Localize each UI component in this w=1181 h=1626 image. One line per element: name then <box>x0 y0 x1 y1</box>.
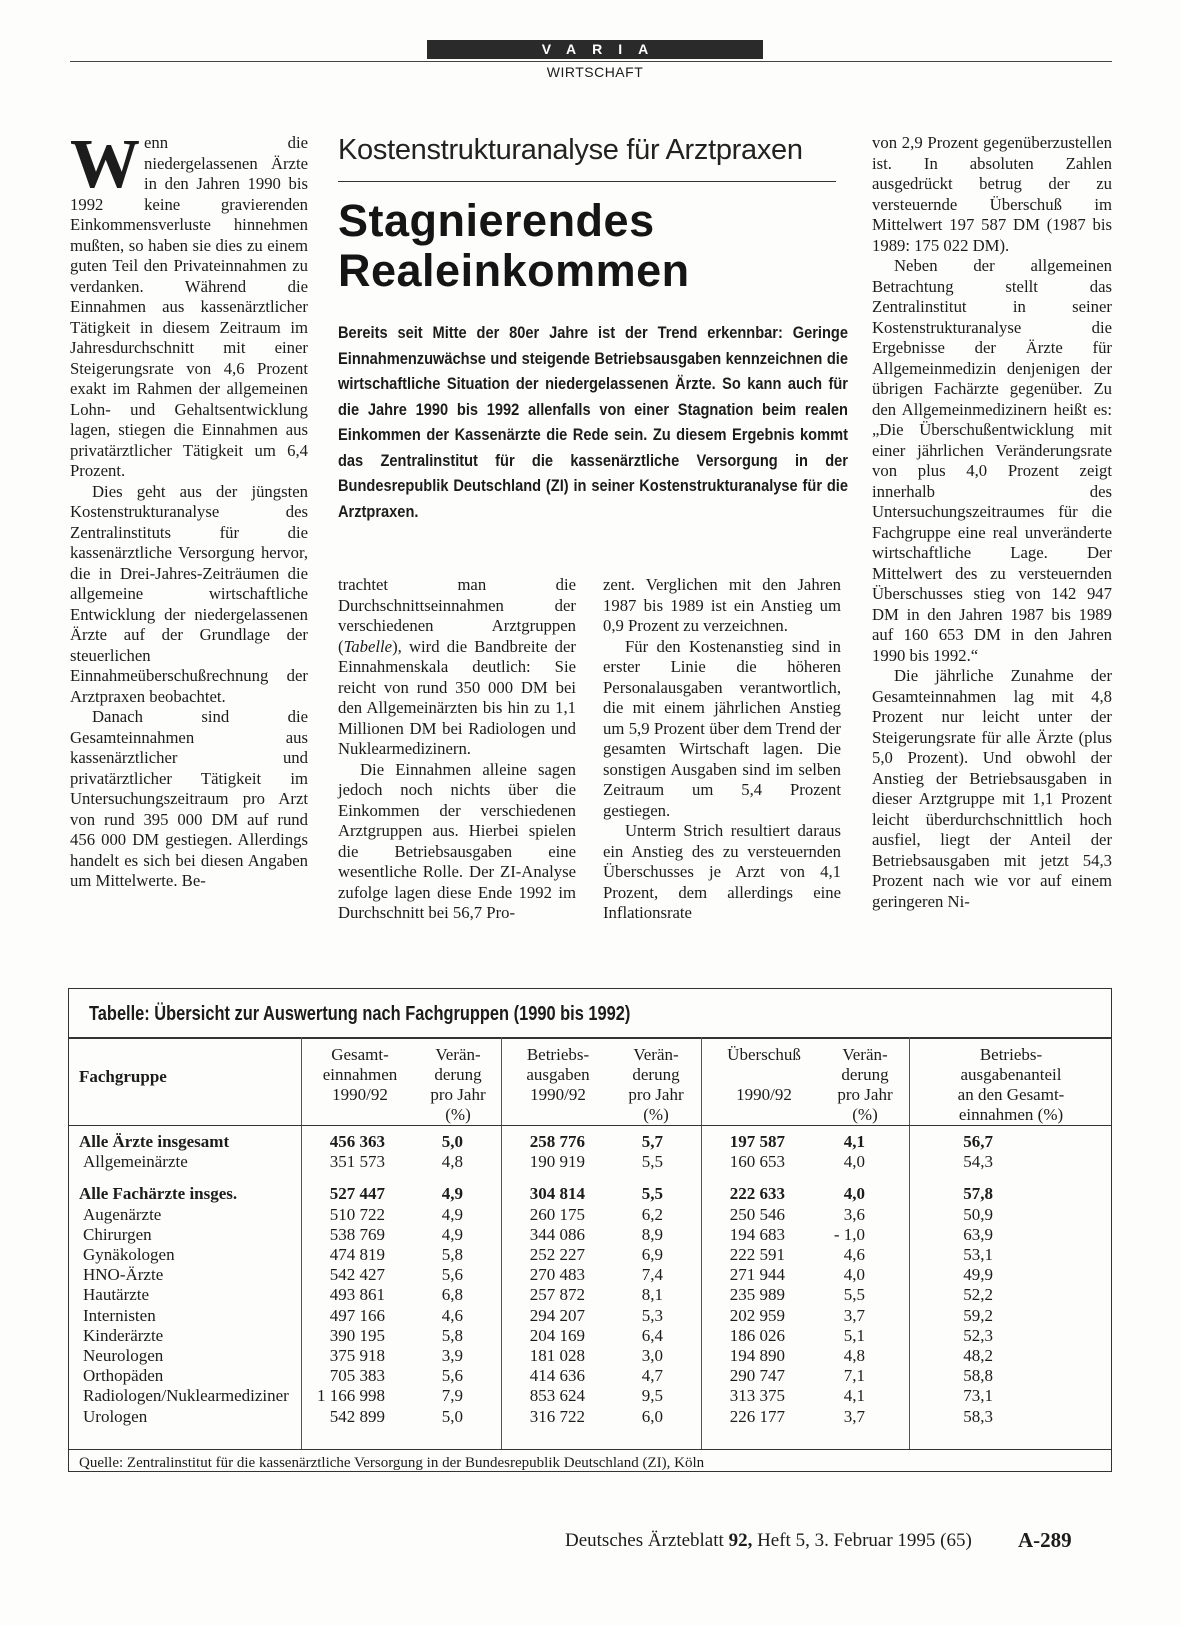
header-line: ausgabenanteil <box>960 1065 1062 1084</box>
table-cell: 7,9 <box>441 1386 463 1406</box>
table-cell: 186 026 <box>729 1325 785 1345</box>
header-line: pro Jahr <box>837 1085 893 1104</box>
table-cell: 250 546 <box>729 1204 785 1224</box>
header-line: 1990/92 <box>332 1085 388 1104</box>
row-label: Urologen <box>83 1406 148 1426</box>
table-cell: 50,9 <box>963 1204 993 1224</box>
table-rule <box>69 1037 1111 1039</box>
table-cell: 5,0 <box>441 1406 463 1426</box>
table-row <box>79 1225 1017 1245</box>
paragraph: trachtet man die Durchschnittseinnahmen der verschiedenen Arztgruppen (Tabelle), wird die Bandbreite der Einnahmenskala deutlich: Sie reicht von rund 350 000 DM bei den Allgemeinärzten bis hin zu 1,1 Millionen DM bei Radiologen und Nuklearmedizinern. <box>338 575 576 758</box>
table-cell: 5,7 <box>641 1132 663 1151</box>
table-cell: 3,9 <box>441 1346 463 1366</box>
header-line: (%) <box>852 1105 878 1124</box>
table-cell: 5,8 <box>441 1325 463 1345</box>
table-cell: 4,8 <box>441 1152 463 1172</box>
row-label: Allgemeinärzte <box>83 1152 188 1172</box>
table-row <box>79 1285 1017 1305</box>
table-cell: 57,8 <box>963 1184 993 1204</box>
table-cell: 222 633 <box>729 1184 785 1204</box>
table-cell: 853 624 <box>529 1386 585 1406</box>
table-cell: 4,1 <box>843 1386 865 1406</box>
table-cell: 5,5 <box>843 1285 865 1305</box>
header-line: Betriebs- <box>979 1045 1043 1064</box>
table-cell: 497 166 <box>329 1305 385 1325</box>
header-line: pro Jahr <box>628 1085 684 1104</box>
table-cell: 194 890 <box>729 1346 785 1366</box>
header-veraenderung-1 <box>415 1045 501 1125</box>
header-line: derung <box>841 1065 889 1084</box>
table-cell: 3,7 <box>843 1305 865 1325</box>
article-column-2 <box>338 575 576 924</box>
header-line: Verän- <box>633 1045 679 1064</box>
table-cell: 4,6 <box>843 1245 865 1265</box>
table-cell: 52,3 <box>963 1325 993 1345</box>
table-cell: 4,9 <box>441 1224 463 1244</box>
table-cell: 4,0 <box>843 1152 865 1172</box>
table-cell: 271 944 <box>729 1265 785 1285</box>
table-cell: 5,8 <box>441 1245 463 1265</box>
header-line: (%) <box>643 1105 669 1124</box>
table-cell: 414 636 <box>529 1366 585 1386</box>
table-row <box>79 1346 1017 1366</box>
kicker-rule <box>338 181 836 182</box>
header-line: Betriebs- <box>526 1045 590 1064</box>
table-row <box>79 1386 1017 1406</box>
table-cell: 351 573 <box>329 1152 385 1172</box>
table-cell: 63,9 <box>963 1224 993 1244</box>
paragraph: Dies geht aus der jüngsten Kostenstrukturanalyse des Zentralinstituts für die kassenärztliche Versorgung hervor, die in Drei-Jahres-Zeiträumen die allgemeine wirtschaftliche Entwicklung der niedergelassenen Ärzte auf der Grundlage der steuerlichen Einnahmeüberschußrechnung der Arztpraxen beobachtet. <box>70 481 308 706</box>
table-cell: 226 177 <box>729 1406 785 1426</box>
table-cell: 344 086 <box>529 1224 585 1244</box>
table-cell: 6,2 <box>641 1204 663 1224</box>
table-cell: 59,2 <box>963 1305 993 1325</box>
table-row <box>79 1132 1017 1152</box>
header-gesamteinnahmen <box>305 1045 415 1105</box>
table-row <box>79 1366 1017 1386</box>
paragraph: von 2,9 Prozent gegenüberzustellen ist. In absoluten Zahlen ausgedrückt betrug der zu versteuernde Überschuß im Mittelwert 197 587 DM (1987 bis 1989: 175 022 DM). <box>872 133 1112 255</box>
table-cell: 8,9 <box>641 1224 663 1244</box>
table-cell: 7,1 <box>843 1366 865 1386</box>
table-cell: 5,6 <box>441 1366 463 1386</box>
page-footer: Deutsches Ärzteblatt 92, Heft 5, 3. Februar 1995 (65) <box>565 1530 972 1551</box>
table-cell: 5,6 <box>441 1265 463 1285</box>
section-label: VARIA <box>427 40 763 59</box>
article-kicker: Kostenstrukturanalyse für Arztpraxen <box>338 134 803 166</box>
header-betriebsausgaben <box>505 1045 611 1105</box>
paragraph: Unterm Strich resultiert daraus ein Anstieg des zu versteuernden Überschusses je Arzt von 4,1 Prozent, dem allerdings eine Inflationsrate <box>603 821 841 922</box>
table-cell: 54,3 <box>963 1152 993 1172</box>
header-line: Gesamt- <box>331 1045 389 1064</box>
paragraph: Die Einnahmen alleine sagen jedoch noch nichts über die Einkommen der verschiedenen Arztgruppen aus. Hierbei spielen die Betriebsausgaben eine wesentliche Rolle. Der ZI-Analyse zufolge lagen diese Ende 1992 im Durchschnitt bei 56,7 Pro- <box>338 759 576 922</box>
header-fachgruppe <box>79 1067 167 1087</box>
table-cell: 474 819 <box>329 1245 385 1265</box>
table-row <box>79 1245 1017 1265</box>
header-veraenderung-2 <box>611 1045 701 1125</box>
table-cell: 493 861 <box>329 1285 385 1305</box>
table-cell: 705 383 <box>329 1366 385 1386</box>
header-betriebsausgabenanteil <box>911 1045 1111 1125</box>
table-cell: 5,0 <box>441 1132 463 1151</box>
header-line: einnahmen <box>322 1065 398 1084</box>
article-headline: Stagnierendes Realeinkommen <box>338 195 690 296</box>
table-cell: 510 722 <box>329 1204 385 1224</box>
table-row <box>79 1326 1017 1346</box>
header-line: derung <box>434 1065 482 1084</box>
table-title: Tabelle: Übersicht zur Auswertung nach Fachgruppen (1990 bis 1992) <box>89 1003 631 1025</box>
row-label: Neurologen <box>83 1346 164 1366</box>
table-cell: 6,9 <box>641 1245 663 1265</box>
table-cell: 7,4 <box>641 1265 663 1285</box>
row-label: Hautärzte <box>83 1285 150 1305</box>
article-column-4 <box>872 133 1112 912</box>
row-label: Internisten <box>83 1305 156 1325</box>
table-cell: 197 587 <box>729 1132 785 1151</box>
table-cell: 5,1 <box>843 1325 865 1345</box>
table-cell: 294 207 <box>529 1305 585 1325</box>
table-cell: 58,8 <box>963 1366 993 1386</box>
header-line: einnahmen (%) <box>958 1105 1064 1124</box>
table-cell: 53,1 <box>963 1245 993 1265</box>
paragraph: Wenn die niedergelassenen Ärzte in den Jahren 1990 bis 1992 keine gravierenden Einkommensverluste hinnehmen mußten, so haben sie dies zu einem guten Teil den Privateinnahmen zu verdanken. Während die Einnahmen aus kassenärztlicher Tätigkeit in diesem Zeitraum im Jahresdurchschnitt mit einer Steigerungsrate von 4,6 Prozent exakt im Rahmen der allgemeinen Lohn- und Gehaltsentwicklung lagen, stiegen die Einnahmen aus privatärztlicher Tätigkeit um 6,4 Prozent. <box>70 126 308 480</box>
table-rule <box>69 1125 1111 1126</box>
paragraph: Die jährliche Zunahme der Gesamteinnahmen lag mit 4,8 Prozent nur leicht unter der Steigerungsrate für alle Ärzte (plus 5,0 Prozent). Und obwohl der Anstieg der Betriebsausgaben in dieser Arztgruppe mit 1,1 Prozent leicht überdurchschnittlich hoch ausfiel, liegt der Anteil der Betriebsausgaben mit jetzt 54,3 Prozent nach wie vor auf einem geringeren Ni- <box>872 666 1112 911</box>
table-cell: 290 747 <box>729 1366 785 1386</box>
table-cell: 6,4 <box>641 1325 663 1345</box>
drop-cap: W <box>70 126 140 203</box>
table-cell: 3,0 <box>641 1346 663 1366</box>
table-cell: 4,1 <box>843 1132 865 1151</box>
paragraph: Für den Kostenanstieg sind in erster Linie die höheren Personalausgaben verantwortlich, die mit einem jährlichen Anstieg um 5,9 Prozent über dem Trend der gesamten Wirtschaft lagen. Die sonstigen Ausgaben sind im selben Zeitraum um 5,4 Prozent gestiegen. <box>603 636 841 820</box>
table-cell: 4,8 <box>843 1346 865 1366</box>
row-label: Augenärzte <box>83 1204 162 1224</box>
table-cell: 3,6 <box>843 1204 865 1224</box>
table-cell: 235 989 <box>729 1285 785 1305</box>
table-cell: 222 591 <box>729 1245 785 1265</box>
table-cell: 4,0 <box>843 1265 865 1285</box>
header-line: Fachgruppe <box>79 1067 167 1086</box>
table-cell: 542 899 <box>329 1406 385 1426</box>
header-line: Verän- <box>435 1045 481 1064</box>
header-line: derung <box>632 1065 680 1084</box>
table-cell: 257 872 <box>529 1285 585 1305</box>
table-cell: 252 227 <box>529 1245 585 1265</box>
table-cell: 160 653 <box>729 1152 785 1172</box>
header-line: 1990/92 <box>530 1085 586 1104</box>
table-cell: 3,7 <box>843 1406 865 1426</box>
table-cell: 9,5 <box>641 1386 663 1406</box>
header-line: (%) <box>445 1105 471 1124</box>
header-veraenderung-3 <box>821 1045 909 1125</box>
row-label: Radiologen/Nuklearmediziner <box>83 1386 289 1406</box>
row-label: Kinderärzte <box>83 1325 164 1345</box>
table-cell: 527 447 <box>329 1184 385 1204</box>
table-cell: 4,9 <box>441 1184 463 1204</box>
table-cell: 202 959 <box>729 1305 785 1325</box>
table-cell: 4,7 <box>641 1366 663 1386</box>
table-cell: 52,2 <box>963 1285 993 1305</box>
article-column-1 <box>70 126 308 892</box>
table-cell: 5,5 <box>641 1184 663 1204</box>
table-cell: 58,3 <box>963 1406 993 1426</box>
table-cell: 538 769 <box>329 1224 385 1244</box>
header-line: Überschuß <box>727 1045 801 1064</box>
row-label: Chirurgen <box>83 1224 152 1244</box>
data-table-box <box>68 988 1112 1472</box>
table-row <box>79 1265 1017 1285</box>
table-row <box>79 1407 1017 1427</box>
header-ueberschuss <box>705 1045 823 1105</box>
rubric-label: WIRTSCHAFT <box>546 64 644 80</box>
table-cell: 316 722 <box>529 1406 585 1426</box>
header-line: Verän- <box>842 1045 888 1064</box>
header-rule <box>70 61 1112 62</box>
table-cell: 1 166 998 <box>317 1386 385 1406</box>
table-cell: 270 483 <box>529 1265 585 1285</box>
article-column-3 <box>603 575 841 924</box>
table-cell: 6,0 <box>641 1406 663 1426</box>
table-rule <box>69 1449 1111 1450</box>
table-row <box>79 1205 1017 1225</box>
header-line: ausgaben <box>526 1065 590 1084</box>
table-cell: 8,1 <box>641 1285 663 1305</box>
table-cell: 194 683 <box>729 1224 785 1244</box>
table-cell: 6,8 <box>441 1285 463 1305</box>
header-line: pro Jahr <box>430 1085 486 1104</box>
table-source: Quelle: Zentralinstitut für die kassenärztliche Versorgung in der Bundesrepublik Deutschland (ZI), Köln <box>79 1455 705 1471</box>
table-cell: - 1,0 <box>833 1224 865 1244</box>
table-cell: 304 814 <box>529 1184 585 1204</box>
row-label: Gynäkologen <box>83 1245 175 1265</box>
table-row <box>79 1184 1017 1204</box>
data-table <box>79 1132 1017 1427</box>
table-cell: 313 375 <box>729 1386 785 1406</box>
header-line: 1990/92 <box>736 1085 792 1104</box>
page-number: A-289 <box>1018 1528 1072 1552</box>
table-cell: 456 363 <box>329 1132 385 1151</box>
article-lead: Bereits seit Mitte der 80er Jahre ist der Trend erkennbar: Geringe Einnahmenzuwächse und steigende Betriebsausgaben kennzeichnen die wirtschaftliche Situation der niedergelassenen Ärzte. So kann auch für die Jahre 1990 bis 1992 allenfalls von einer Stagnation beim realen Einkommen der Kassenärzte die Rede sein. Zu diesem Ergebnis kommt das Zentralinstitut für die kassenärztliche Versorgung in der Bundesrepublik Deutschland (ZI) in seiner Kostenstrukturanalyse für die Arztpraxen. <box>338 323 848 521</box>
table-cell: 375 918 <box>329 1346 385 1366</box>
table-cell: 5,3 <box>641 1305 663 1325</box>
header-line: an den Gesamt- <box>957 1085 1065 1104</box>
row-label: Alle Fachärzte insges. <box>79 1184 238 1204</box>
table-cell: 258 776 <box>529 1132 585 1151</box>
table-cell: 542 427 <box>329 1265 385 1285</box>
row-label: Orthopäden <box>83 1366 164 1386</box>
table-cell: 4,6 <box>441 1305 463 1325</box>
table-cell: 260 175 <box>529 1204 585 1224</box>
paragraph: Neben der allgemeinen Betrachtung stellt das Zentralinstitut in seiner Kostenstrukturanalyse die Ergebnisse der Ärzte für Allgemeinmedizin denjenigen der übrigen Fachärzte gegenüber. Zu den Allgemeinmedizinern heißt es: „Die Überschußentwicklung mit einer jährlichen Veränderungsrate von plus 4,0 Prozent zeigt innerhalb des Untersuchungszeitraumes für die Fachgruppe eine real unveränderte wirtschaftliche Lage. Der Mittelwert des zu versteuernden Überschusses stieg von 142 947 DM in den Jahren 1987 bis 1989 auf 160 653 DM in den Jahren 1990 bis 1992.“ <box>872 256 1112 665</box>
table-cell: 49,9 <box>963 1265 993 1285</box>
table-cell: 190 919 <box>529 1152 585 1172</box>
paragraph: Danach sind die Gesamteinnahmen aus kassenärztlicher und privatärztlicher Tätigkeit im Untersuchungszeitraum pro Arzt von rund 395 000 DM auf rund 456 000 DM gestiegen. Allerdings handelt es sich bei diesen Angaben um Mittelwerte. Be- <box>70 707 308 890</box>
table-row <box>79 1152 1017 1172</box>
table-cell: 48,2 <box>963 1346 993 1366</box>
table-cell: 4,0 <box>843 1184 865 1204</box>
paragraph: zent. Verglichen mit den Jahren 1987 bis 1989 ist ein Anstieg um 0,9 Prozent zu verzeichnen. <box>603 575 841 635</box>
table-cell: 73,1 <box>963 1386 993 1406</box>
table-cell: 56,7 <box>963 1132 993 1151</box>
row-label: Alle Ärzte insgesamt <box>79 1132 230 1151</box>
table-row <box>79 1306 1017 1326</box>
table-cell: 4,9 <box>441 1204 463 1224</box>
table-cell: 5,5 <box>641 1152 663 1172</box>
header-line <box>705 1065 823 1085</box>
table-cell: 204 169 <box>529 1325 585 1345</box>
table-cell: 181 028 <box>529 1346 585 1366</box>
table-cell: 390 195 <box>329 1325 385 1345</box>
row-label: HNO-Ärzte <box>83 1265 164 1285</box>
